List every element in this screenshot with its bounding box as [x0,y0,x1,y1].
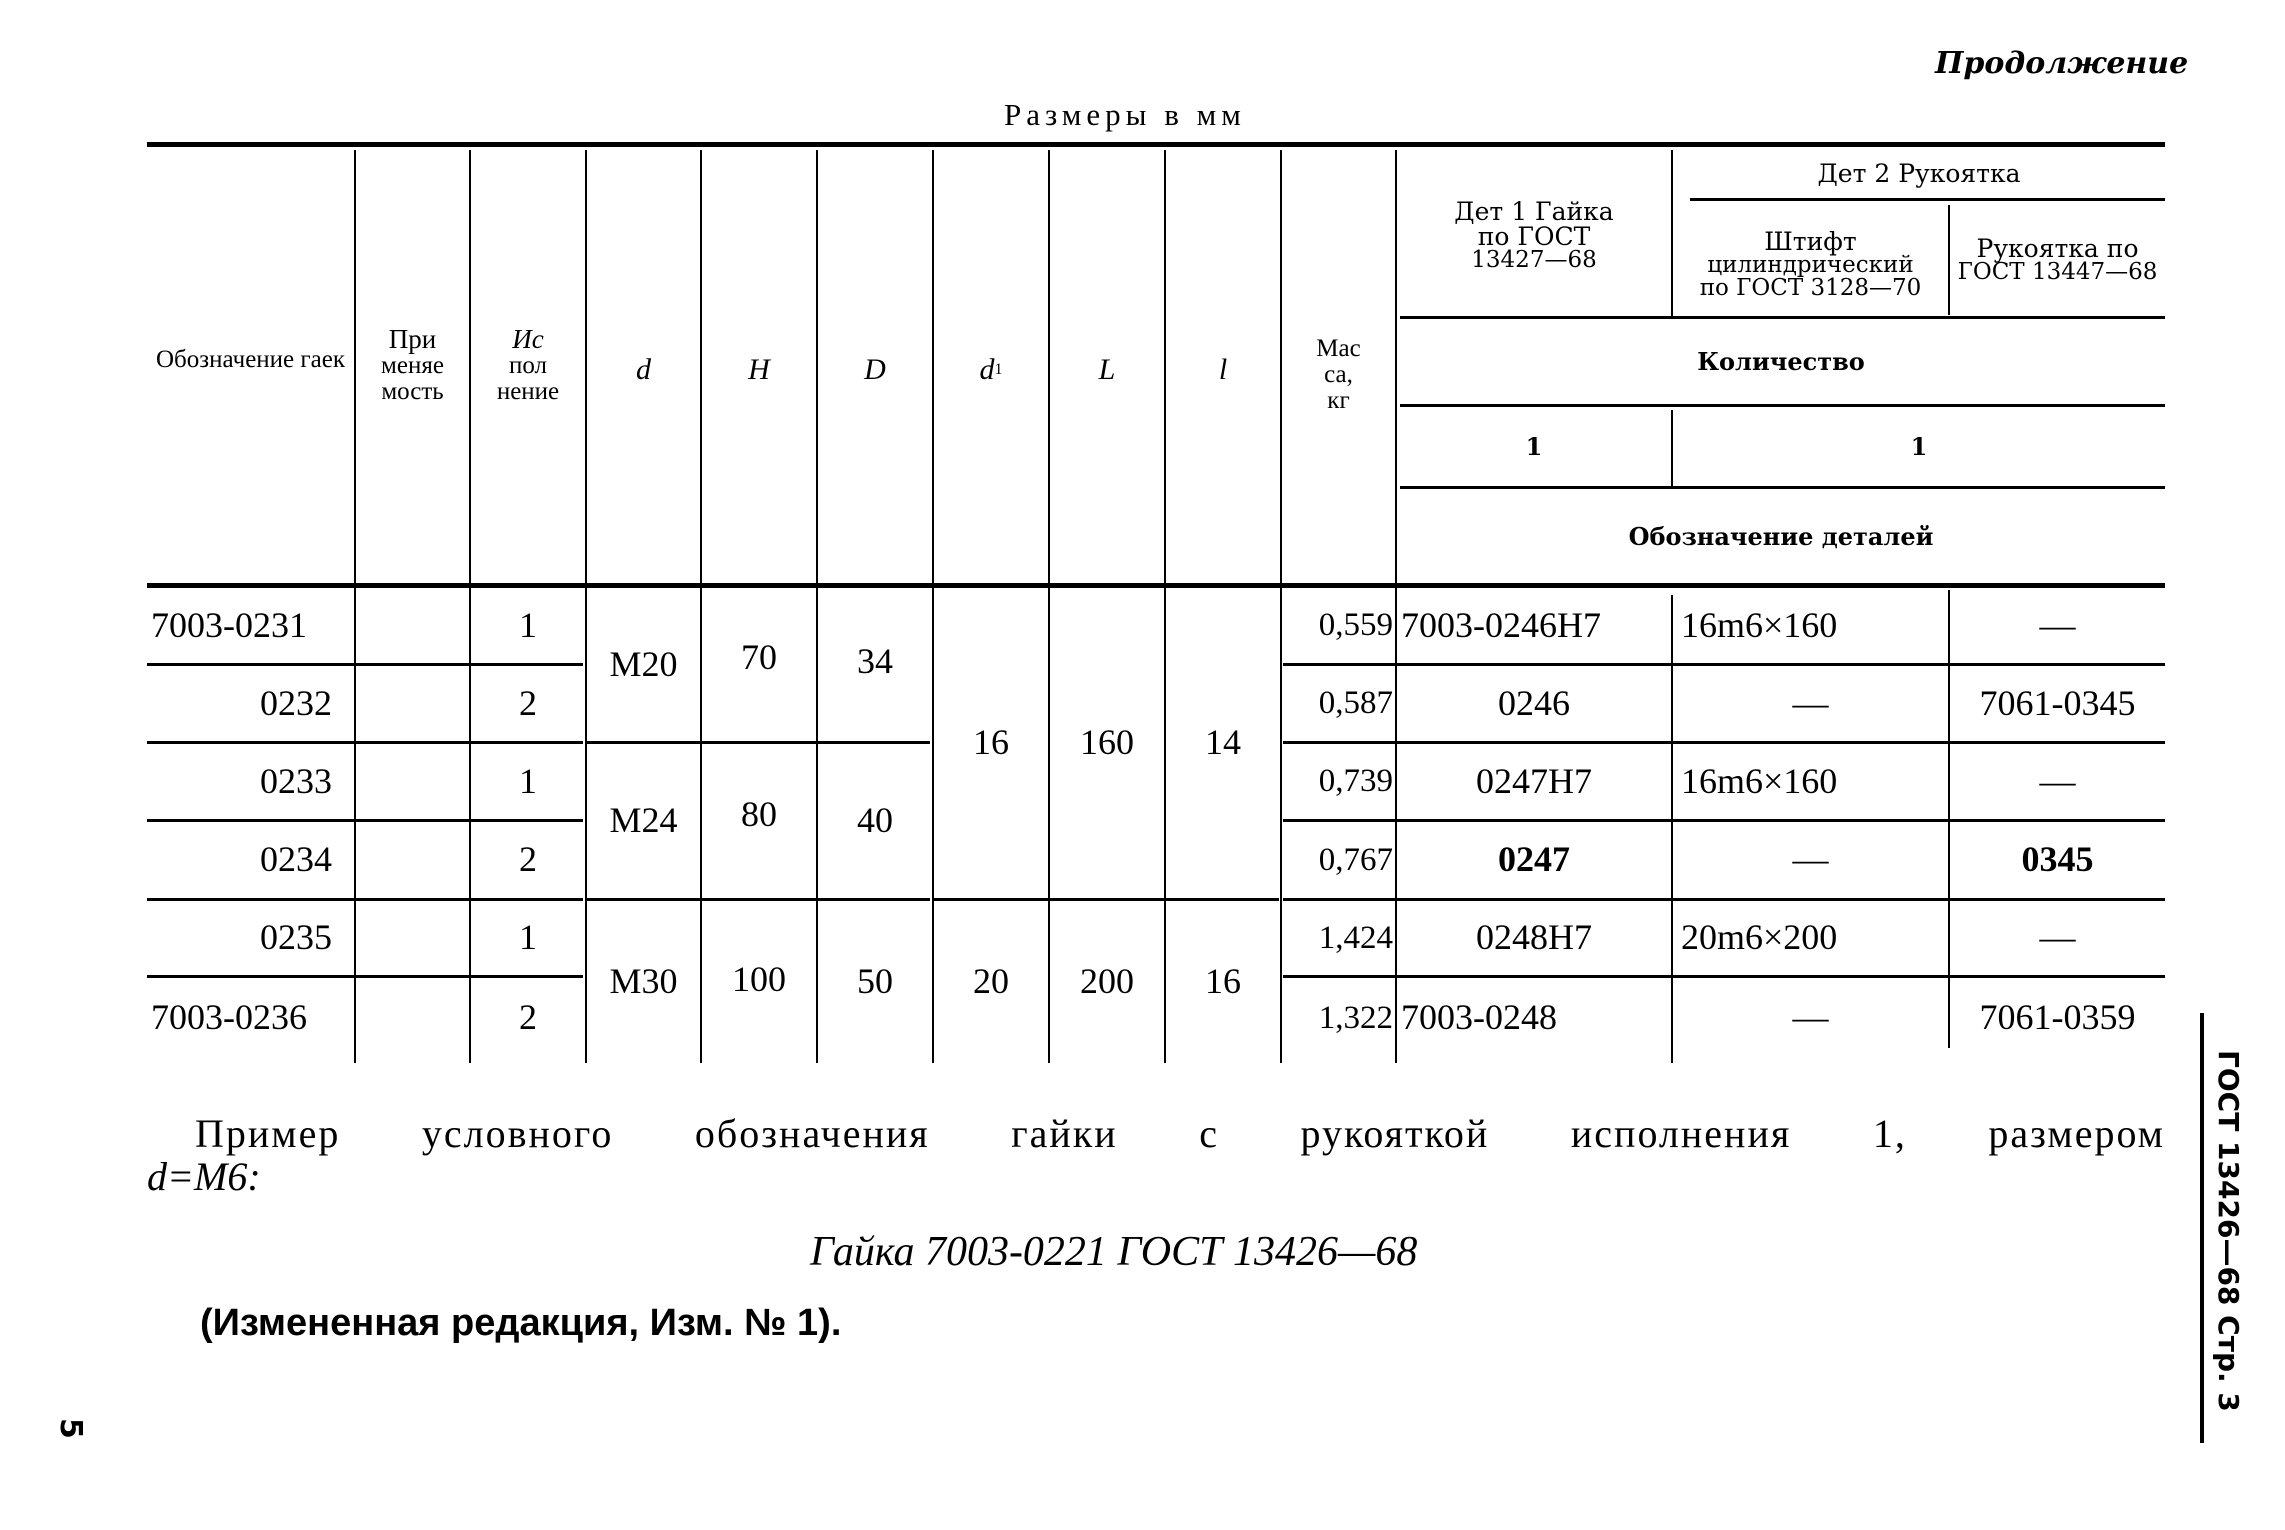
row-designation: 0234 [260,839,332,880]
row-mass: 0,559 [1318,607,1393,644]
header-d: d [636,353,651,387]
row-mass: 1,424 [1318,919,1393,956]
row-part1: 0247 [1498,839,1570,880]
group-d1: 16 [973,722,1009,763]
part2-underline [1690,198,2165,201]
group-H: 80 [741,794,777,835]
header-version-line: пол [508,351,548,379]
header-mass-line: са, [1324,360,1353,388]
header-mass [1282,330,1395,420]
row-handle: 7061-0345 [1979,682,2136,723]
qty-values-bottom-rule [1400,486,2165,489]
row-pin: — [1792,682,1829,723]
header-part1 [1397,190,1671,280]
row-pin: — [1792,839,1829,880]
row-mass: 0,587 [1318,685,1393,722]
row-part1: 7003-0248 [1401,997,1557,1038]
group-D: 50 [857,961,893,1002]
header-d1-base: d [979,353,995,387]
row-pin: 16m6×160 [1681,604,1838,645]
header-part1-line: Дет 1 Гайка [1454,196,1614,226]
row-part1: 0247H7 [1476,760,1592,801]
header-version [471,320,585,410]
row-part1: 0248H7 [1476,917,1592,958]
header-pin-line: цилиндрический [1707,251,1914,278]
row-version: 2 [519,997,537,1038]
row-designation: 0233 [260,760,332,801]
row-mass: 0,739 [1318,763,1393,800]
row-applicability [356,978,469,1058]
example-line-1: Пример условного обозначения гайки с рукояткой исполнения 1, размером [195,1111,2165,1156]
row-applicability [356,588,469,663]
row-handle: 0345 [2021,839,2094,880]
row-applicability [356,822,469,898]
row-version: 2 [519,682,537,723]
continuation-label: Продолжение [1935,46,2189,81]
row-designation: 7003-0231 [151,604,307,645]
amendment-note: (Измененная редакция, Изм. № 1). [200,1302,842,1344]
group-L: 200 [1080,961,1134,1002]
header-mass-line: Мас [1316,334,1361,362]
header-applicability-line: При [388,323,437,354]
row-pin: 16m6×160 [1681,760,1838,801]
header-l: l [1218,353,1228,387]
group-d: M24 [609,800,678,841]
header-part2: Дет 2 Рукоятка [1817,158,2021,188]
row-handle: 7061-0359 [1979,997,2136,1038]
quantity-bottom-rule [1400,404,2165,407]
units-caption: Размеры в мм [1004,97,1246,132]
header-mass-line: кг [1327,387,1350,415]
group-d1: 20 [973,961,1009,1002]
header-version-line: нение [496,378,560,406]
header-d1-subscript: 1 [994,360,1003,378]
header-applicability-line: мость [381,378,444,406]
row-pin: — [1792,997,1829,1038]
header-pin-line: по ГОСТ 3128—70 [1699,274,1922,301]
row-handle: — [2039,760,2076,801]
row-part1: 7003-0246H7 [1401,604,1601,645]
row-handle: — [2039,917,2076,958]
group-D: 34 [857,641,893,682]
example-line-2: d=M6: [147,1154,261,1199]
group-d: M30 [609,961,678,1002]
header-handle-line: ГОСТ 13447—68 [1957,259,2158,285]
header-d1 [934,350,1048,390]
header-handle [1950,225,2165,295]
row-applicability [356,744,469,819]
row-applicability [356,666,469,741]
header-part1-line: 13427—68 [1471,246,1597,273]
row-version: 2 [519,839,537,880]
header-handle-line: Рукоятка по [1976,234,2139,263]
header-quantity: Количество [1697,347,1865,376]
header-L: L [1098,353,1116,387]
header-qty-part2: 1 [1910,432,1928,461]
example-paragraph [147,1110,2165,1200]
side-header: ГОСТ 13426—68 Стр. 3 [2212,1050,2245,1412]
header-applicability [356,320,469,410]
row-version: 1 [519,760,537,801]
example-designation: Гайка 7003-0221 ГОСТ 13426—68 [810,1229,1418,1275]
row-mass: 1,322 [1318,999,1393,1036]
group-l: 16 [1205,961,1241,1002]
header-qty-part1: 1 [1525,432,1543,461]
header-version-line: Ис [512,323,544,354]
subheader-bottom-rule [1400,316,2165,319]
group-l: 14 [1205,722,1241,763]
row-handle: — [2039,604,2076,645]
header-part1-line: по ГОСТ [1477,221,1591,251]
table-top-rule [147,142,2165,147]
side-rule [2200,1013,2204,1443]
row-designation: 0235 [260,917,332,958]
group-L: 160 [1080,722,1134,763]
header-pin [1673,214,1948,314]
header-applicability-line: меняе [381,351,444,379]
header-pin-line: Штифт [1764,226,1857,256]
row-applicability [356,901,469,975]
row-pin: 20m6×200 [1681,917,1838,958]
page-number: 5 [53,1418,88,1439]
row-part1: 0246 [1498,682,1570,723]
row-version: 1 [519,917,537,958]
header-designation: Обозначение гаек [156,345,345,373]
group-D: 40 [857,800,893,841]
header-D: D [864,353,886,387]
header-H: H [748,353,770,387]
row-designation: 7003-0236 [151,997,307,1038]
group-H: 100 [732,959,786,1000]
group-H: 70 [741,637,777,678]
row-mass: 0,767 [1318,841,1393,878]
row-version: 1 [519,604,537,645]
group-d: M20 [609,643,678,684]
row-designation: 0232 [260,682,332,723]
header-parts-designation: Обозначение деталей [1628,521,1934,551]
